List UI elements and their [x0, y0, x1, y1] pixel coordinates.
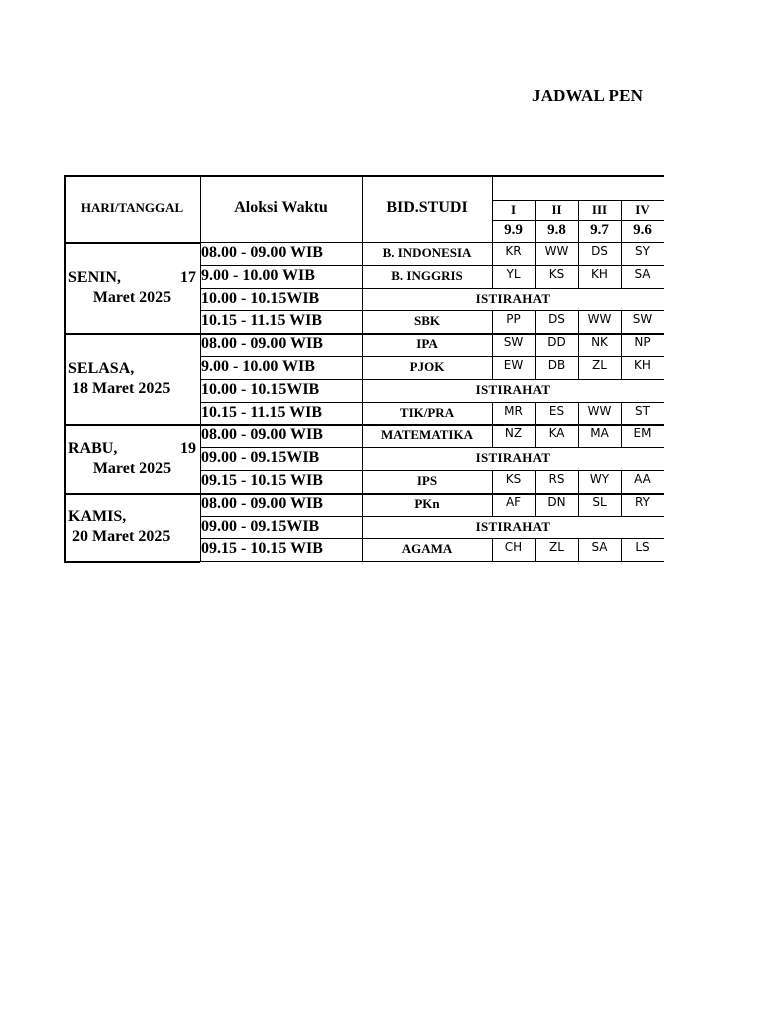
grid-line	[64, 333, 66, 424]
teacher-code: SY	[635, 244, 650, 258]
grid-line	[64, 424, 66, 492]
class-header-3: III	[591, 202, 608, 217]
subject-name: IPA	[416, 336, 438, 352]
teacher-code: KA	[548, 426, 565, 441]
subject-name: PKn	[414, 495, 440, 511]
time-column-header: Aloksi Waktu	[234, 199, 328, 216]
teacher-code: ZL	[592, 358, 607, 372]
time-slot: 10.15 - 11.15 WIB	[201, 312, 323, 330]
time-slot: 08.00 - 09.00 WIB	[201, 494, 323, 512]
teacher-code: KH	[591, 266, 608, 281]
grid-line	[64, 242, 66, 333]
day-name: KAMIS,	[68, 508, 127, 525]
subject-name: IPS	[416, 473, 438, 488]
day-label-4	[68, 507, 196, 547]
time-slot: 08.00 - 09.00 WIB	[201, 244, 323, 261]
teacher-code: DN	[547, 494, 566, 509]
time-slot: 08.00 - 09.00 WIB	[201, 335, 323, 353]
time-slot: 10.00 - 10.15WIB	[201, 289, 320, 307]
grid-line	[64, 242, 200, 244]
teacher-code: ES	[548, 403, 565, 418]
time-slot: 09.00 - 09.15WIB	[201, 517, 320, 535]
time-slot: 08.00 - 09.00 WIB	[201, 426, 323, 444]
teacher-code: PP	[506, 312, 521, 327]
teacher-code: WW	[587, 403, 612, 418]
day-label-1	[68, 268, 196, 308]
grid-line	[64, 424, 200, 426]
time-slot: 09.15 - 10.15 WIB	[201, 472, 323, 489]
teacher-code: DS	[548, 312, 565, 327]
teacher-code: KS	[548, 266, 565, 281]
day-column-header: HARI/TANGGAL	[80, 200, 184, 215]
teacher-code: YL	[506, 266, 521, 281]
class-score-3: 9.7	[590, 222, 609, 238]
teacher-code: EW	[503, 358, 524, 372]
time-slot: 10.15 - 11.15 WIB	[201, 403, 323, 421]
subject-name: B. INGGRIS	[391, 267, 463, 283]
class-header-2: II	[551, 202, 562, 217]
subject-column-header: BID.STUDI	[386, 199, 468, 216]
teacher-code: RY	[635, 494, 650, 509]
subject-name: AGAMA	[401, 541, 453, 557]
teacher-code: LS	[635, 540, 650, 555]
day-name: RABU,	[68, 439, 118, 457]
subject-name: PJOK	[409, 359, 445, 374]
grid-line	[64, 175, 492, 177]
day-number: 17	[180, 268, 196, 286]
teacher-code: AF	[505, 494, 522, 509]
grid-line	[64, 493, 66, 561]
teacher-code: AA	[634, 472, 651, 486]
teacher-code: SA	[591, 540, 608, 555]
time-slot: 09.15 - 10.15 WIB	[201, 540, 323, 558]
time-slot: 09.00 - 09.15WIB	[201, 449, 320, 467]
teacher-code: KR	[505, 244, 522, 258]
teacher-code: DD	[547, 335, 566, 350]
subject-name: B. INDONESIA	[382, 245, 472, 260]
time-slot: 9.00 - 10.00 WIB	[201, 266, 315, 284]
teacher-code: NP	[634, 335, 651, 350]
teacher-code: DS	[591, 244, 608, 258]
subject-name: SBK	[413, 313, 440, 329]
teacher-code: KH	[634, 358, 651, 372]
day-name: SELASA,	[68, 359, 135, 377]
day-date: Maret 2025	[92, 459, 172, 477]
teacher-code: SW	[503, 335, 524, 350]
grid-line	[492, 175, 664, 177]
grid-line	[64, 333, 200, 335]
day-label-3	[68, 439, 196, 479]
class-score-1: 9.9	[504, 222, 523, 238]
time-slot: 9.00 - 10.00 WIB	[201, 358, 315, 375]
page-title: JADWAL PEN	[532, 86, 644, 105]
grid-line	[64, 493, 200, 495]
teacher-code: CH	[504, 540, 523, 555]
teacher-code: NZ	[504, 426, 523, 441]
day-label-2	[68, 359, 196, 399]
teacher-code: ST	[635, 403, 650, 418]
teacher-code: SA	[634, 266, 651, 281]
teacher-code: WY	[589, 472, 610, 486]
grid-line	[200, 561, 664, 562]
teacher-code: RS	[548, 472, 565, 486]
teacher-code: SL	[592, 494, 607, 509]
day-date: 20 Maret 2025	[72, 528, 171, 545]
teacher-code: SW	[632, 312, 653, 327]
class-score-4: 9.6	[633, 222, 652, 238]
class-header-1: I	[510, 202, 517, 217]
break-label: ISTIRAHAT	[475, 518, 551, 534]
time-slot: 10.00 - 10.15WIB	[201, 380, 320, 398]
break-label: ISTIRAHAT	[475, 290, 551, 306]
teacher-code: ZL	[549, 540, 564, 555]
teacher-code: DB	[547, 358, 566, 372]
subject-name: MATEMATIKA	[381, 427, 473, 443]
day-date: 18 Maret 2025	[72, 379, 171, 397]
teacher-code: MA	[590, 426, 609, 441]
break-label: ISTIRAHAT	[475, 450, 551, 466]
day-date: Maret 2025	[92, 288, 172, 306]
day-name: SENIN,	[68, 268, 121, 286]
grid-line	[64, 561, 200, 563]
day-number: 19	[180, 439, 196, 457]
teacher-code: EM	[633, 426, 652, 441]
teacher-code: MR	[504, 403, 523, 418]
teacher-code: NK	[591, 335, 608, 350]
teacher-code: KS	[505, 472, 522, 486]
break-label: ISTIRAHAT	[475, 381, 551, 397]
teacher-code: WW	[587, 312, 612, 327]
teacher-code: WW	[544, 244, 569, 258]
subject-name: TIK/PRA	[399, 404, 455, 420]
class-header-4: IV	[635, 202, 650, 217]
class-score-2: 9.8	[547, 222, 566, 238]
